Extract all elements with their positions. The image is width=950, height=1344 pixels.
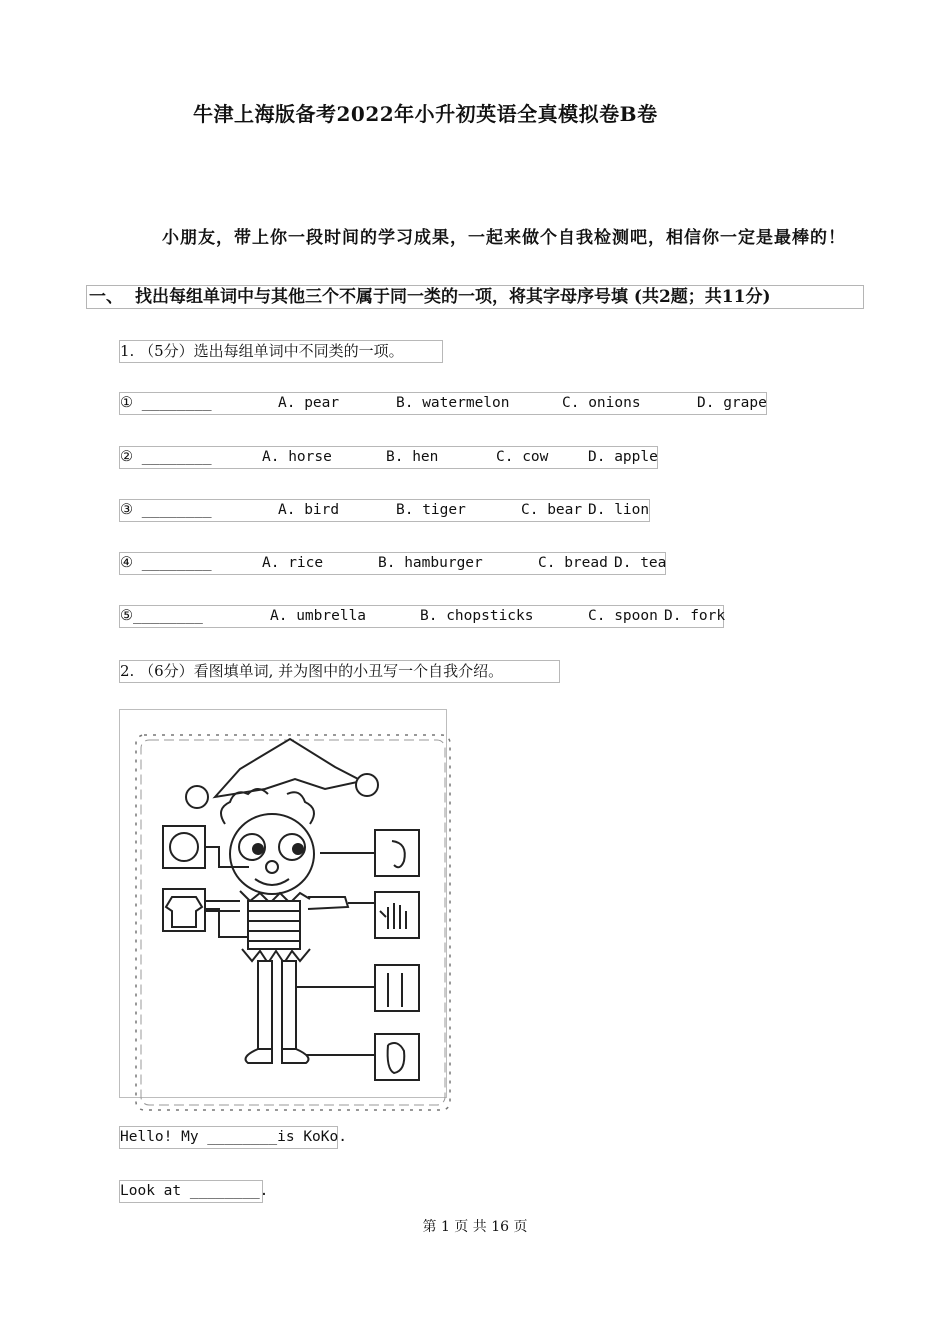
left-pupil [253,844,263,854]
section-header [86,285,864,309]
option-b: B. hen [386,449,439,465]
option-c: C. bread [538,555,608,571]
option-d: D. fork [664,608,726,624]
section-number: 一、 [89,287,123,307]
q1-row-2 [119,446,658,469]
answer-line-1[interactable]: Hello! My ________is KoKo. [119,1126,338,1149]
option-d: D. grape [697,395,767,411]
clown-drawing [130,729,456,1116]
option-c: C. spoon [588,608,658,624]
option-b: B. watermelon [396,395,510,411]
page-footer: 第 1 页 共 16 页 [422,1219,528,1235]
right-pupil [293,844,303,854]
q1-row-5 [119,605,724,628]
ear-picture-box [375,830,419,876]
hand-picture-box [375,892,419,938]
option-b: B. tiger [396,502,466,518]
clown-nose [266,861,278,873]
answer-blank[interactable]: ① ________ [120,395,212,411]
right-leg [282,961,296,1049]
answer-blank[interactable]: ④ ________ [120,555,212,571]
option-a: A. pear [278,395,340,411]
option-c: C. cow [496,449,549,465]
hat-pompom-right [356,774,378,796]
right-arm [308,897,348,909]
jester-hat [215,739,362,797]
answer-blank[interactable]: ③ ________ [120,502,212,518]
option-b: B. chopsticks [420,608,534,624]
option-c: C. onions [562,395,641,411]
answer-line-2[interactable]: Look at ________. [119,1180,263,1203]
q1-row-1 [119,392,767,415]
option-d: D. tea [614,555,667,571]
leg-picture-box [375,965,419,1011]
left-leg [258,961,272,1049]
option-a: A. rice [262,555,324,571]
answer-blank[interactable]: ② ________ [120,449,212,465]
clown-illustration [119,709,447,1098]
q1-row-4 [119,552,666,575]
option-d: D. lion [588,502,650,518]
right-foot [282,1049,308,1063]
option-a: A. bird [278,502,340,518]
question-2-stem: 2. （6分）看图填单词, 并为图中的小丑写一个自我介绍。 [119,660,560,683]
hat-pompom-left [186,786,208,808]
option-c: C. bear [521,502,583,518]
page-title: 牛津上海版备考2022年小升初英语全真模拟卷B卷 [193,102,658,126]
left-foot [246,1049,272,1063]
option-b: B. hamburger [378,555,483,571]
option-a: A. umbrella [270,608,367,624]
q1-row-3 [119,499,650,522]
clown-skirt [242,949,310,963]
answer-blank[interactable]: ⑤________ [120,608,203,624]
intro-text: 小朋友，带上你一段时间的学习成果，一起来做个自我检测吧，相信你一定是最棒的！ [162,228,846,248]
section-heading: 找出每组单词中与其他三个不属于同一类的一项，将其字母序号填 (共2题；共11分) [135,287,771,307]
option-a: A. horse [262,449,332,465]
option-d: D. apple [588,449,658,465]
question-1-stem: 1. （5分）选出每组单词中不同类的一项。 [119,340,443,363]
